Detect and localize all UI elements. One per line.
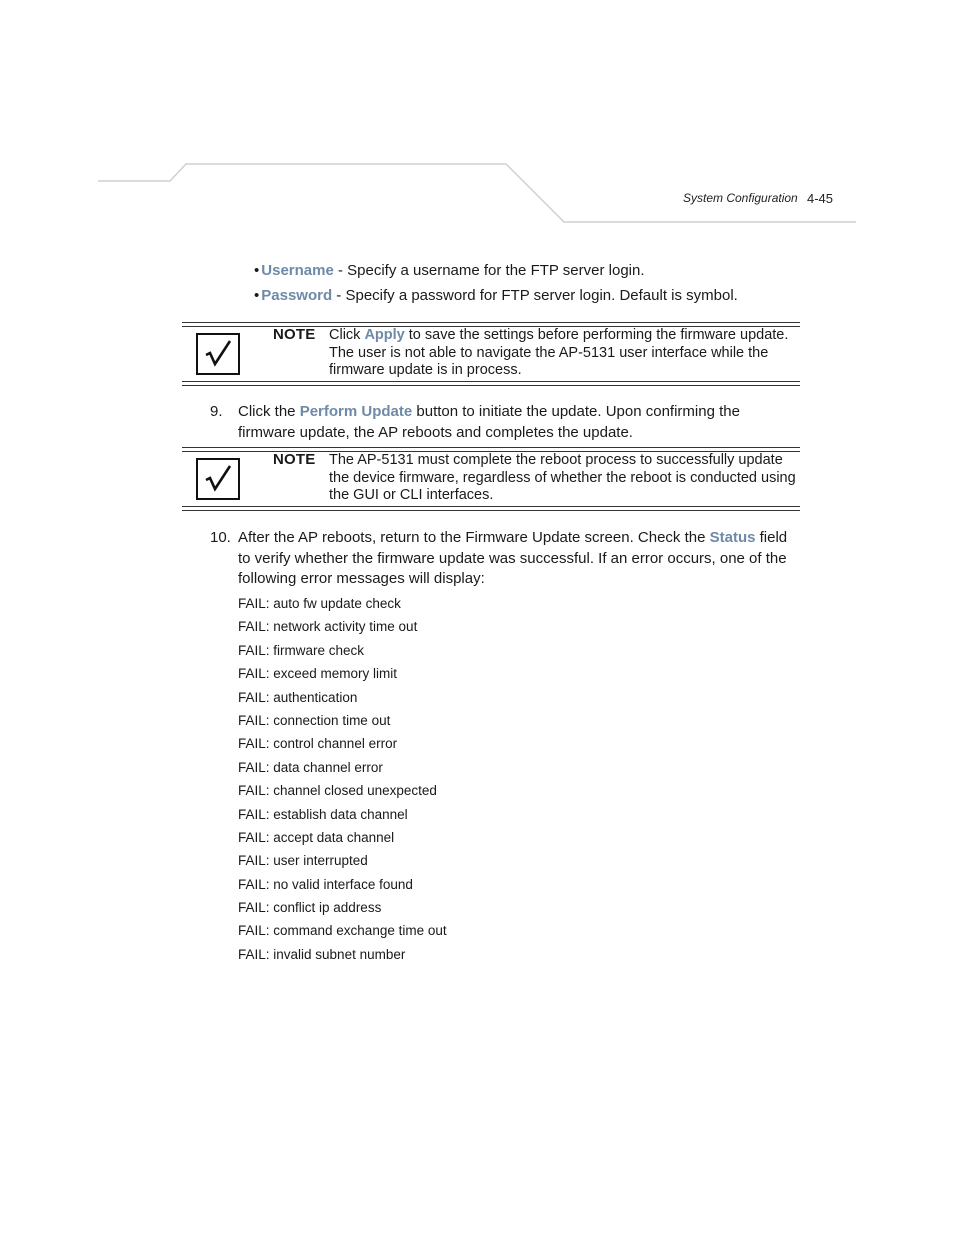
checkmark-icon <box>196 458 240 500</box>
step10-number: 10. <box>210 529 231 546</box>
error-message: FAIL: control channel error <box>238 736 398 752</box>
error-message: FAIL: accept data channel <box>238 829 395 845</box>
note2-bottom-rule <box>182 506 800 507</box>
note2-label: NOTE <box>273 451 316 468</box>
note1-bottom-rule-2 <box>182 385 800 386</box>
bullet-username: • Username - Specify a username for the FTP server login. <box>254 262 645 279</box>
bullet-password: • Password - Specify a password for FTP server login. Default is symbol. <box>254 287 738 304</box>
apply-term: Apply <box>364 327 405 343</box>
note1-top-rule <box>182 322 800 323</box>
password-term: Password <box>261 287 333 304</box>
error-message: FAIL: authentication <box>238 689 358 705</box>
error-message: FAIL: data channel error <box>238 759 383 775</box>
note1-text: Click Apply to save the settings before performing the firmware update. The user is not able to navigate the AP-5131 user interface while the firmware update is in process. <box>329 327 789 378</box>
error-message: FAIL: establish data channel <box>238 806 408 822</box>
note1-bottom-rule <box>182 381 800 382</box>
password-description: - Specify a password for FTP server login. Default is symbol. <box>332 287 738 304</box>
error-message-list <box>238 592 447 966</box>
error-message: FAIL: conflict ip address <box>238 900 382 916</box>
error-message: FAIL: auto fw update check <box>238 596 401 611</box>
error-message: FAIL: channel closed unexpected <box>238 783 437 799</box>
perform-update-term: Perform Update <box>299 403 413 420</box>
note2-top-rule <box>182 447 800 448</box>
note1-label: NOTE <box>273 326 316 343</box>
header-section-title: System Configuration <box>683 191 798 205</box>
header-page-number: 4-45 <box>807 191 834 206</box>
error-message: FAIL: command exchange time out <box>238 923 447 939</box>
username-term: Username <box>261 262 334 279</box>
step9-number: 9. <box>210 403 223 420</box>
error-message: FAIL: user interrupted <box>238 853 368 869</box>
error-message: FAIL: firmware check <box>238 642 365 658</box>
note2-bottom-rule-2 <box>182 510 800 511</box>
step10-text: After the AP reboots, return to the Firmware Update screen. Check the Status field to verify whether the firmware update was successful. If an error occurs, one of the following error messages will display: <box>238 529 788 587</box>
error-message: FAIL: exceed memory limit <box>238 666 398 682</box>
error-message: FAIL: invalid subnet number <box>238 946 406 962</box>
status-term: Status <box>709 529 756 546</box>
username-description: - Specify a username for the FTP server login. <box>333 262 645 279</box>
error-message: FAIL: no valid interface found <box>238 876 413 892</box>
note2-text: The AP-5131 must complete the reboot process to successfully update the device firmware, regardless of whether the reboot is conducted using the GUI or CLI interfaces. <box>329 452 796 503</box>
checkmark-icon <box>196 333 240 375</box>
error-message: FAIL: connection time out <box>238 712 391 728</box>
step9-text: Click the Perform Update button to initiate the update. Upon confirming the firmware update, the AP reboots and completes the update. <box>238 403 740 441</box>
error-message: FAIL: network activity time out <box>238 619 418 635</box>
